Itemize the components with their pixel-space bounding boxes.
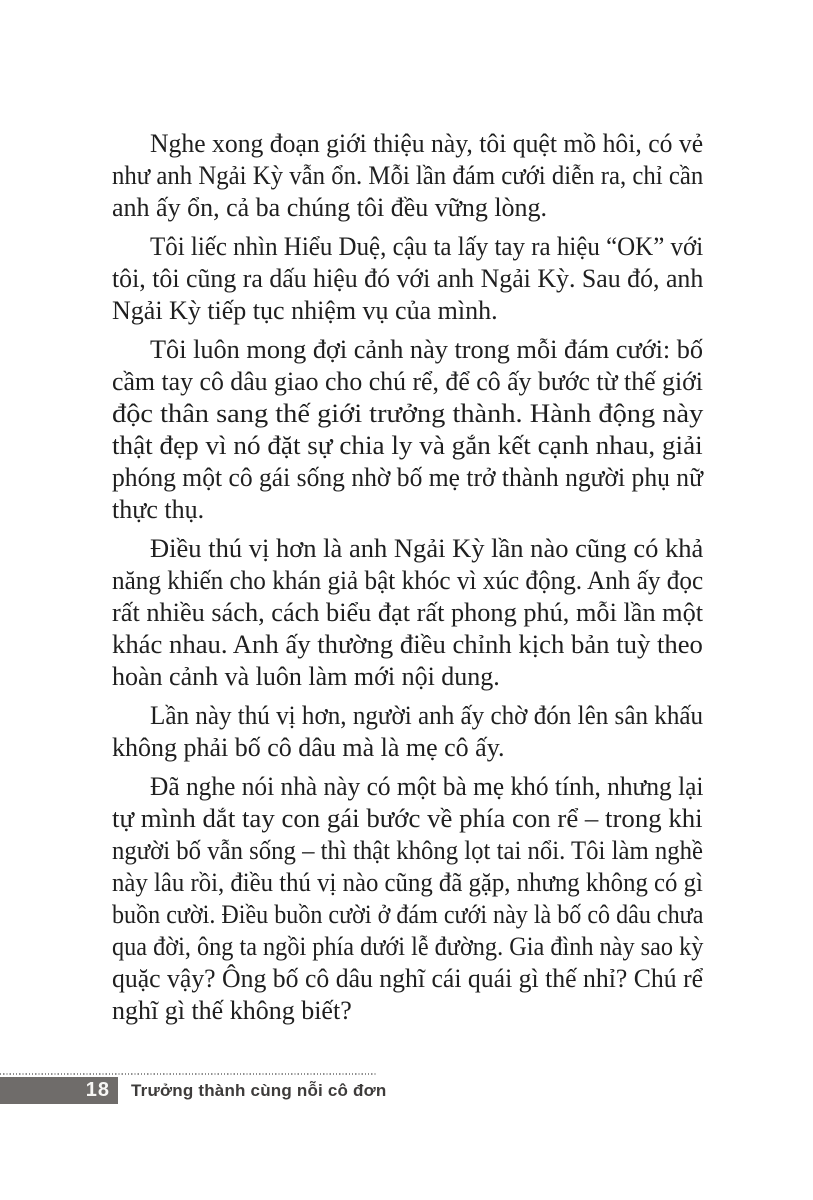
text-line: phóng một cô gái sống nhờ bố mẹ trở thành người phụ nữ: [112, 463, 703, 492]
text-line: độc thân sang thế giới trưởng thành. Hành động này: [112, 399, 704, 428]
body-text: [112, 128, 703, 1034]
text-line: cầm tay cô dâu giao cho chú rể, để cô ấy bước từ thế giới: [112, 367, 703, 396]
paragraph: [112, 334, 703, 526]
page-number: 18: [85, 1079, 110, 1101]
text-line: rất nhiều sách, cách biểu đạt rất phong phú, mỗi lần một: [112, 598, 704, 627]
text-line: như anh Ngải Kỳ vẫn ổn. Mỗi lần đám cưới diễn ra, chỉ cần: [112, 161, 704, 190]
text-line: Nghe xong đoạn giới thiệu này, tôi quệt mồ hôi, có vẻ: [150, 129, 704, 158]
footer-dotted-rule: [0, 1073, 377, 1075]
text-line: tự mình dắt tay con gái bước về phía con rể – trong khi: [112, 804, 703, 833]
text-line: anh ấy ổn, cả ba chúng tôi đều vững lòng.: [112, 193, 548, 222]
paragraph: [112, 231, 703, 327]
book-title: Trưởng thành cùng nỗi cô đơn: [131, 1081, 387, 1100]
text-line: này lâu rồi, điều thú vị nào cũng đã gặp, nhưng không có gì: [112, 868, 703, 897]
text-line: qua đời, ông ta ngồi phía dưới lễ đường. Gia đình này sao kỳ: [112, 932, 704, 961]
text-line: nghĩ gì thế không biết?: [112, 996, 352, 1025]
text-line: tôi, tôi cũng ra dấu hiệu đó với anh Ngải Kỳ. Sau đó, anh: [112, 264, 704, 293]
text-line: năng khiến cho khán giả bật khóc vì xúc động. Anh ấy đọc: [112, 566, 704, 595]
text-line: Ngải Kỳ tiếp tục nhiệm vụ của mình.: [112, 296, 498, 325]
text-line: Điều thú vị hơn là anh Ngải Kỳ lần nào cũng có khả: [150, 534, 704, 563]
page-number-badge: [0, 1077, 118, 1104]
text-line: hoàn cảnh và luôn làm mới nội dung.: [112, 662, 500, 691]
paragraph: [112, 700, 703, 764]
text-line: Đã nghe nói nhà này có một bà mẹ khó tính, nhưng lại: [150, 772, 704, 801]
text-line: Tôi luôn mong đợi cảnh này trong mỗi đám cưới: bố: [150, 335, 704, 364]
text-line: thật đẹp vì nó đặt sự chia ly và gắn kết cạnh nhau, giải: [112, 431, 703, 460]
text-line: thực thụ.: [112, 495, 205, 524]
text-line: không phải bố cô dâu mà là mẹ cô ấy.: [112, 733, 505, 762]
text-line: người bố vẫn sống – thì thật không lọt tai nổi. Tôi làm nghề: [112, 836, 703, 865]
paragraph: [112, 128, 703, 224]
text-line: Tôi liếc nhìn Hiểu Duệ, cậu ta lấy tay ra hiệu “OK” với: [150, 232, 704, 261]
text-line: buồn cười. Điều buồn cười ở đám cưới này là bố cô dâu chưa: [112, 900, 704, 929]
text-line: Lần này thú vị hơn, người anh ấy chờ đón lên sân khấu: [150, 701, 704, 730]
paragraph: [112, 533, 703, 693]
text-line: khác nhau. Anh ấy thường điều chỉnh kịch bản tuỳ theo: [112, 630, 703, 659]
text-line: quặc vậy? Ông bố cô dâu nghĩ cái quái gì thế nhỉ? Chú rể: [112, 964, 704, 993]
paragraph: [112, 771, 703, 1027]
